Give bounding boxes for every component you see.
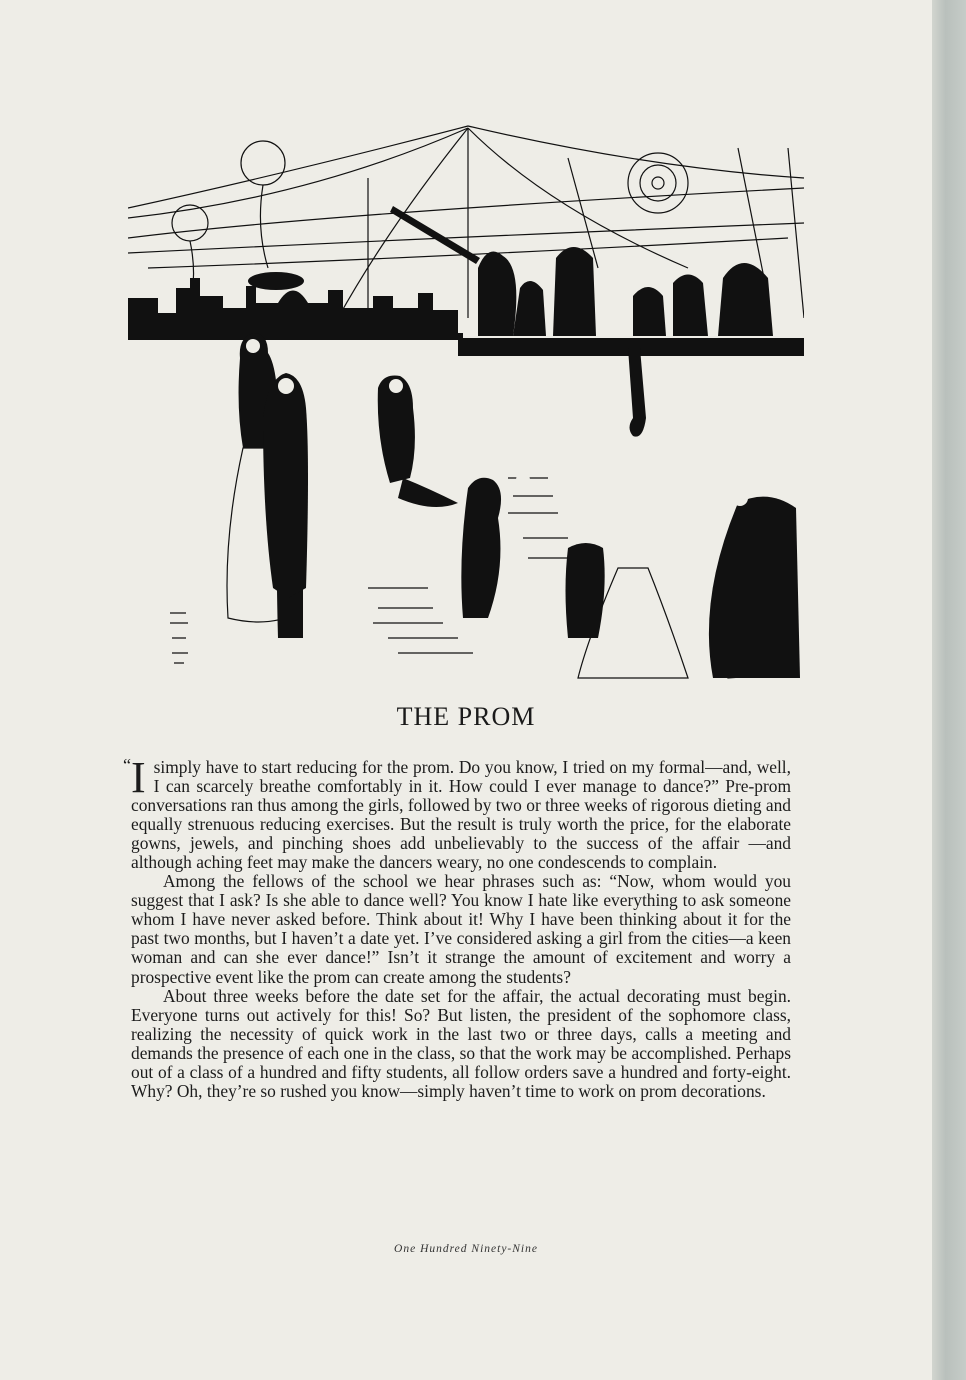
drop-cap [123,753,146,802]
article-body [123,753,791,1101]
opening-quote: “ [123,755,131,775]
paragraph-1-text: simply have to start reducing for the prom. Do you know, I tried on my formal—and, well, I can scarcely breathe comfortably in it. How could I ever manage to dance?” Pre-prom conversations ran thus among the girls, followed by two or three weeks of rigorous dieting and equally strenuous reducing exercises. But the result is truly worth the price, for the elaborate gowns, jewels, and pinching shoes add unbelievably to the success of the affair —and although aching feet may make the dancers weary, no one condescends to complain. [131,757,791,873]
page-title: THE PROM [396,702,536,731]
page-number: One Hundred Ninety-Nine [394,1243,538,1255]
paragraph-2: Among the fellows of the school we hear phrases such as: “Now, whom would you suggest that I ask? Is she able to dance well? You know I hate like everything to ask someone whom I have never asked before. Think about it! Why I have been thinking about it for the past two months, but I haven’t a date yet. I’ve considered asking a girl from the cities—a keen woman and can she ever dance!” Isn’t it strange the amount of excitement and worry a prospective event like the prom can create among the students? [131,871,791,987]
paragraph-3: About three weeks before the date set for the affair, the actual decorating must begin. Everyone turns out actively for this! So? But listen, the president of the sophomore class, realizing the necessity of quick work in the last two or three days, calls a meeting and demands the presence of each one in the class, so that the work may be accomplished. Perhaps out of a class of a hundred and fifty students, all follow orders save a hundred and forty-eight. Why? Oh, they’re so rushed you know—simply haven’t time to work on prom decorations. [131,985,791,1101]
page-edge [932,0,966,1380]
prom-dance-illustration [128,118,804,683]
paragraph-1 [123,753,791,873]
drop-cap-letter: I [131,753,146,802]
